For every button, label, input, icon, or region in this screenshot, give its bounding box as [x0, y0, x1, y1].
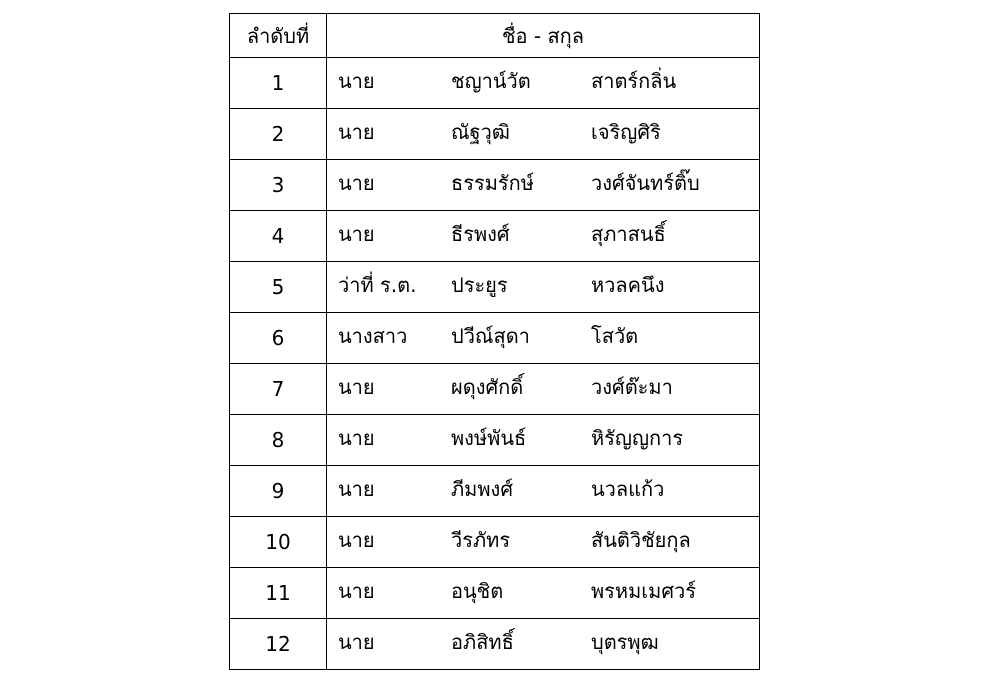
full-name-cell — [327, 517, 760, 568]
table-row — [230, 466, 760, 517]
table-row — [230, 211, 760, 262]
full-name-cell — [327, 262, 760, 313]
first-name: วีรภัทร — [451, 528, 511, 552]
name-column-header: ชื่อ - สกุล — [327, 14, 760, 58]
surname: วงศ์ต๊ะมา — [591, 375, 673, 399]
full-name-cell — [327, 568, 760, 619]
full-name-cell — [327, 58, 760, 109]
order-number: 7 — [230, 364, 327, 415]
table-row — [230, 517, 760, 568]
name-prefix: นาย — [338, 477, 375, 501]
first-name: ประยูร — [451, 273, 508, 297]
order-number: 6 — [230, 313, 327, 364]
full-name-cell — [327, 415, 760, 466]
first-name: พงษ์พันธ์ — [451, 426, 527, 450]
order-number: 3 — [230, 160, 327, 211]
first-name: อภิสิทธิ์ — [451, 630, 514, 654]
first-name: ปวีณ์สุดา — [451, 324, 530, 348]
order-number: 2 — [230, 109, 327, 160]
order-column-header: ลำดับที่ — [230, 14, 327, 58]
name-prefix: นาย — [338, 171, 375, 195]
first-name: ณัฐวุฒิ — [451, 120, 510, 144]
table-row — [230, 415, 760, 466]
first-name: อนุชิต — [451, 579, 504, 603]
name-prefix: นาย — [338, 426, 375, 450]
full-name-cell — [327, 211, 760, 262]
full-name-cell — [327, 313, 760, 364]
name-prefix: ว่าที่ ร.ต. — [338, 273, 417, 297]
name-prefix: นาย — [338, 120, 375, 144]
surname: สันติวิชัยกุล — [591, 528, 691, 552]
full-name-cell — [327, 364, 760, 415]
table-row — [230, 160, 760, 211]
first-name: ภีมพงศ์ — [451, 477, 514, 501]
surname: พรหมเมศวร์ — [591, 579, 696, 603]
table-row — [230, 364, 760, 415]
surname: นวลแก้ว — [591, 477, 665, 501]
surname: หวลคนึง — [591, 273, 665, 297]
table-row — [230, 313, 760, 364]
surname: สุภาสนธิ์ — [591, 222, 666, 246]
name-prefix: นาย — [338, 375, 375, 399]
name-prefix: นาย — [338, 222, 375, 246]
table-header-row — [230, 14, 760, 58]
surname: วงศ์จันทร์ติ๊บ — [591, 171, 700, 195]
surname: บุตรพุฒ — [591, 630, 659, 654]
order-number: 12 — [230, 619, 327, 670]
name-prefix: นาย — [338, 69, 375, 93]
table-row — [230, 568, 760, 619]
surname: สาตร์กลิ่น — [591, 69, 677, 93]
full-name-cell — [327, 619, 760, 670]
order-number: 8 — [230, 415, 327, 466]
name-prefix: นาย — [338, 630, 375, 654]
name-prefix: นางสาว — [338, 324, 408, 348]
table-row — [230, 262, 760, 313]
surname: หิรัญญการ — [591, 426, 684, 450]
name-prefix: นาย — [338, 528, 375, 552]
surname: โสวัต — [591, 324, 639, 348]
full-name-cell — [327, 160, 760, 211]
surname: เจริญศิริ — [591, 120, 661, 144]
order-number: 10 — [230, 517, 327, 568]
full-name-cell — [327, 466, 760, 517]
order-number: 1 — [230, 58, 327, 109]
first-name: ชญาน์วัต — [451, 69, 531, 93]
name-list-table — [229, 13, 760, 670]
table-row — [230, 58, 760, 109]
name-prefix: นาย — [338, 579, 375, 603]
table-row — [230, 109, 760, 160]
first-name: ธรรมรักษ์ — [451, 171, 534, 195]
order-number: 4 — [230, 211, 327, 262]
order-number: 5 — [230, 262, 327, 313]
order-number: 11 — [230, 568, 327, 619]
full-name-cell — [327, 109, 760, 160]
first-name: ผดุงศักดิ์ — [451, 375, 524, 399]
table-row — [230, 619, 760, 670]
order-number: 9 — [230, 466, 327, 517]
first-name: ธีรพงศ์ — [451, 222, 510, 246]
